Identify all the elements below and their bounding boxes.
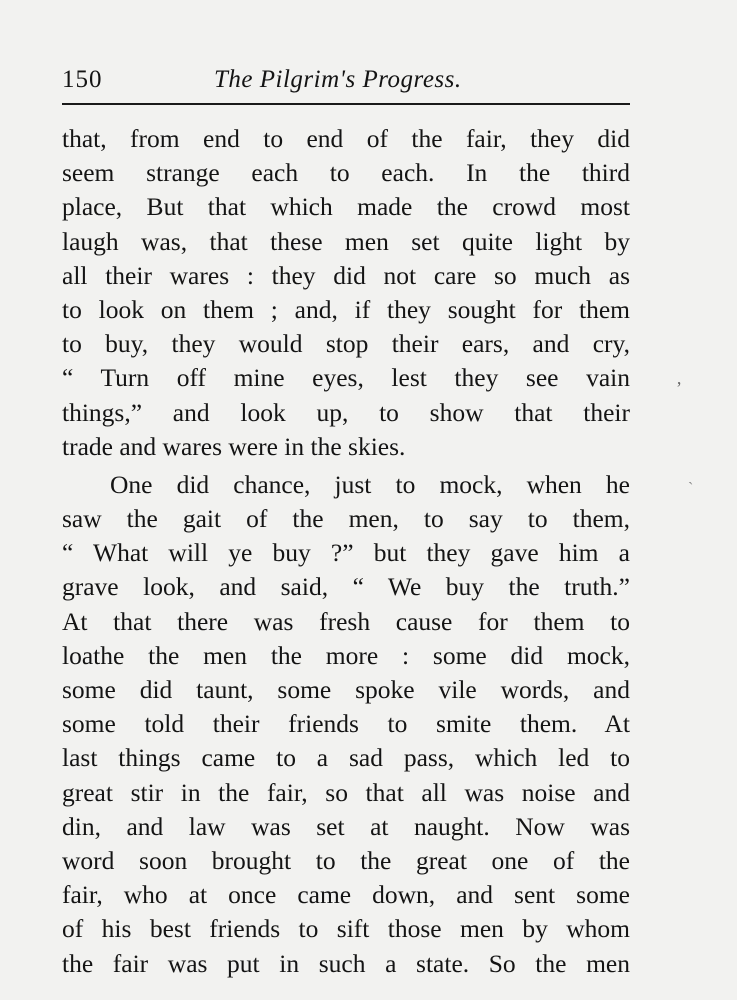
text-line: some told their friends to smite them. At: [62, 709, 630, 739]
page-number: 150: [62, 66, 103, 93]
text-line: place, But that which made the crowd most: [62, 192, 630, 222]
text-line: At that there was fresh cause for them to: [62, 606, 630, 636]
text-line: of his best friends to sift those men by whom: [62, 914, 630, 944]
text-line: fair, who at once came down, and sent some: [62, 880, 630, 910]
text-line: that, from end to end of the fair, they did: [62, 124, 630, 153]
body-text: [62, 122, 630, 981]
text-line: grave look, and said, “ We buy the truth.”: [62, 572, 630, 602]
text-line: One did chance, just to mock, when he: [110, 469, 630, 499]
text-line: laugh was, that these men set quite light by: [62, 226, 630, 256]
text-line: “ What will ye buy ?” but they gave him a: [62, 538, 630, 568]
header-rule: [62, 103, 630, 105]
text-line: last things came to a sad pass, which led to: [62, 743, 630, 773]
text-line: all their wares : they did not care so much as: [62, 260, 630, 290]
text-line: din, and law was set at naught. Now was: [62, 811, 630, 841]
text-line: the fair was put in such a state. So the men: [62, 948, 630, 978]
margin-speck-mark: ˋ: [688, 480, 694, 497]
running-head: [62, 66, 630, 102]
text-line: “ Turn off mine eyes, lest they see vain: [62, 363, 630, 393]
text-line: to buy, they would stop their ears, and cry,: [62, 329, 630, 359]
paragraph: [62, 468, 630, 981]
paragraph: [62, 122, 630, 464]
text-line: loathe the men the more : some did mock,: [62, 640, 630, 670]
text-line: seem strange each to each. In the third: [62, 158, 630, 188]
text-line: trade and wares were in the skies.: [62, 431, 406, 461]
text-line: saw the gait of the men, to say to them,: [62, 504, 630, 534]
text-line: things,” and look up, to show that their: [62, 397, 630, 427]
running-title: The Pilgrim's Progress.: [214, 66, 462, 93]
text-line: to look on them ; and, if they sought for them: [62, 294, 630, 324]
text-line: great stir in the fair, so that all was noise and: [62, 777, 630, 807]
text-line: some did taunt, some spoke vile words, and: [62, 675, 630, 704]
text-line: word soon brought to the great one of the: [62, 845, 630, 875]
margin-speck-mark: ʼ: [676, 378, 682, 398]
